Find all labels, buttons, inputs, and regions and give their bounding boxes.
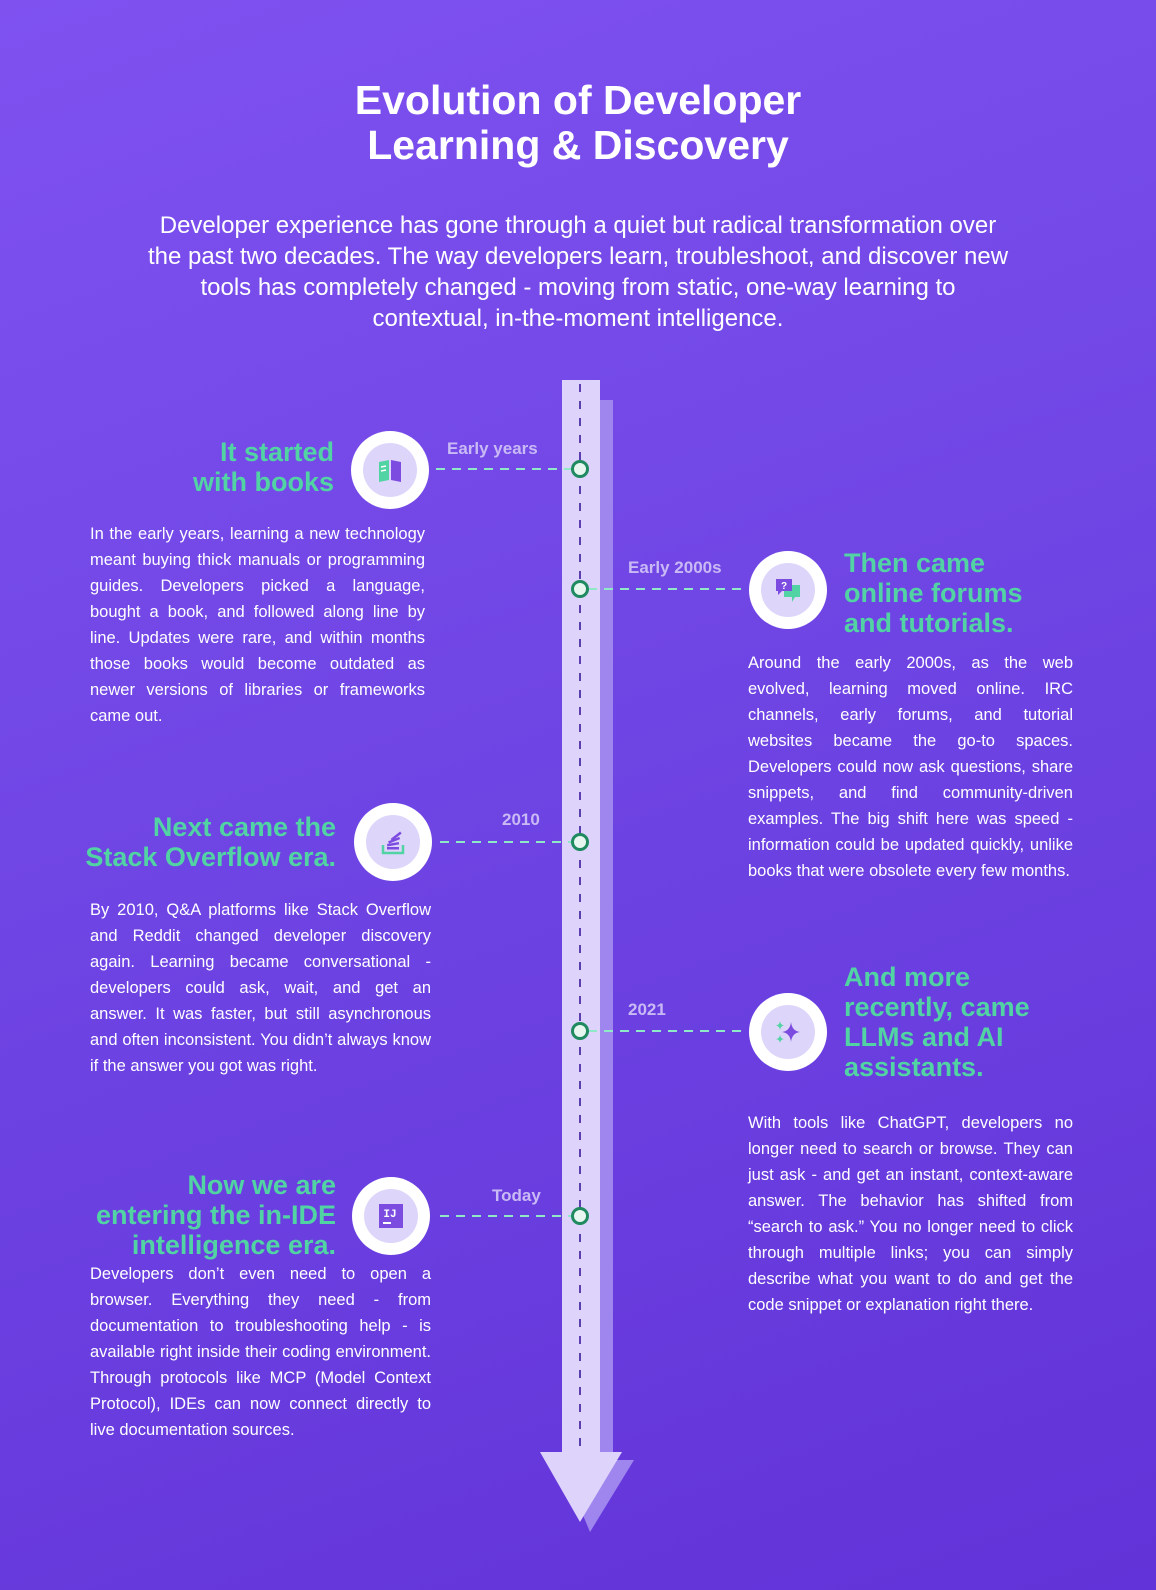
ai-sparkle-icon	[774, 1018, 802, 1046]
milestone-icon-books	[351, 431, 429, 509]
timeline-node-ide	[573, 1209, 588, 1224]
timeline-node-llm	[573, 1024, 588, 1039]
timeline-node-books	[573, 462, 588, 477]
milestone-heading-books	[150, 437, 334, 497]
stack-overflow-icon	[379, 828, 407, 856]
date-label-early-years: Early years	[447, 439, 538, 458]
heading-line: Then came	[844, 548, 986, 578]
milestone-body-books: In the early years, learning a new technology meant buying thick manuals or programming guides. Developers picked a language, bought a book, and followed along line by line. Updates were rare, and within months those books would become outdated as newer versions of libraries or frameworks came out.	[90, 525, 425, 725]
chat-bubbles-icon	[774, 576, 802, 604]
milestone-heading-stackoverflow	[40, 812, 336, 872]
heading-line: recently, came	[844, 992, 1030, 1022]
date-label-today: Today	[492, 1186, 541, 1205]
ide-icon	[377, 1202, 405, 1230]
milestone-body-forums: Around the early 2000s, as the web evolved, learning moved online. IRC channels, early forums, and tutorial websites became the go-to spaces. Developers could now ask questions, share snippets, and find community-driven examples. The big shift here was speed - information could be updated quickly, unlike books that were obsolete every few months.	[748, 654, 1073, 880]
title-line-2: Learning & Discovery	[367, 122, 789, 168]
intro-paragraph: Developer experience has gone through a quiet but radical transformation over the past two decades. The way developers learn, troubleshoot, and discover new tools has completely changed - moving from static, one-way learning to contextual, in-the-moment intelligence.	[147, 212, 1009, 332]
milestone-icon-forums	[749, 551, 827, 629]
heading-line: Now we are	[187, 1170, 336, 1200]
ide-icon-label: IJ	[383, 1209, 397, 1221]
milestone-heading-forums	[844, 548, 1074, 638]
milestone-icon-stackoverflow	[354, 803, 432, 881]
heading-line: And more	[844, 962, 971, 992]
milestone-icon-ide	[352, 1177, 430, 1255]
svg-text:?: ?	[780, 581, 788, 592]
heading-line: Next came the	[152, 812, 336, 842]
heading-line: with books	[193, 467, 334, 497]
heading-line: online forums	[844, 578, 1023, 608]
milestone-body-stackoverflow: By 2010, Q&A platforms like Stack Overflow and Reddit changed developer discovery again. Learning became conversational - developers could ask, wait, and get an answer. It was faster, but still asynchronous and often inconsistent. You didn’t always know if the answer you got was right.	[90, 901, 431, 1075]
title-line-1: Evolution of Developer	[354, 77, 802, 123]
milestone-body-llm: With tools like ChatGPT, developers no longer need to search or browse. They can just ask - and get an instant, context-aware answer. The behavior has shifted from “search to ask.” You no longer need to click through multiple links; you can simply describe what you want to do and get the code snippet or explanation right there.	[748, 1114, 1073, 1314]
timeline-node-forums	[573, 582, 588, 597]
heading-line: intelligence era.	[131, 1230, 336, 1260]
heading-line: entering the in-IDE	[95, 1200, 336, 1230]
heading-line: Stack Overflow era.	[85, 842, 336, 872]
milestone-heading-ide	[60, 1170, 336, 1260]
heading-line: and tutorials.	[844, 608, 1014, 638]
heading-line: assistants.	[844, 1052, 984, 1082]
milestone-body-ide: Developers don’t even need to open a browser. Everything they need - from documentation to troubleshooting help - is available right inside their coding environment. Through protocols like MCP (Model Context Protocol), IDEs can now connect directly to live documentation sources.	[90, 1265, 431, 1439]
book-icon	[376, 456, 404, 484]
date-label-early-2000s: Early 2000s	[628, 558, 722, 577]
milestone-icon-llm	[749, 993, 827, 1071]
timeline-node-stackoverflow	[573, 835, 588, 850]
milestone-heading-llm	[844, 962, 1074, 1082]
heading-line: It started	[219, 437, 334, 467]
date-label-2021: 2021	[628, 1000, 666, 1019]
heading-line: LLMs and AI	[844, 1022, 1004, 1052]
date-label-2010: 2010	[502, 810, 540, 829]
